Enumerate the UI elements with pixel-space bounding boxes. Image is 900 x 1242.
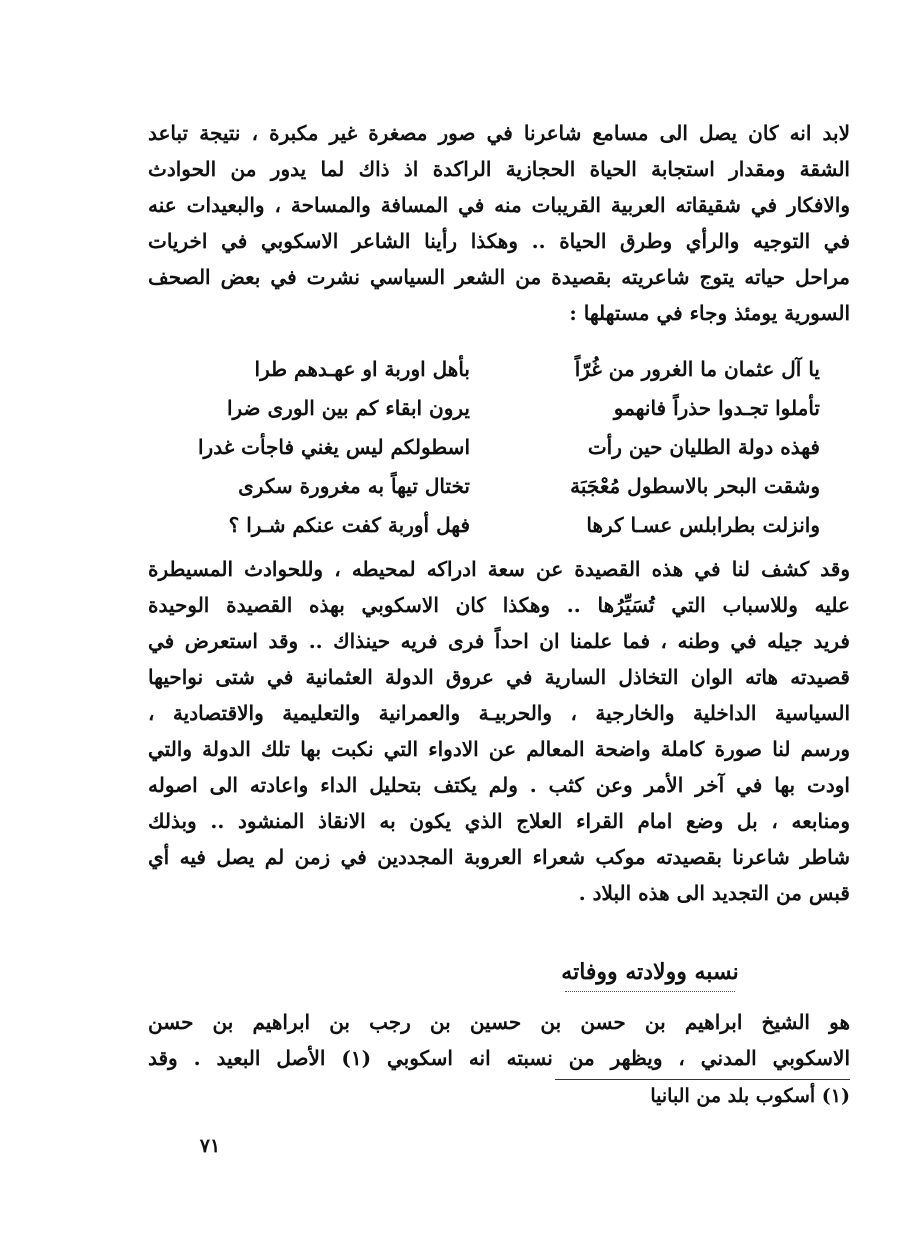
text-line: ومنابعه ، بل وضع امام القراء العلاج الذي يكون به الانقاذ المنشود .. وبذلك — [148, 809, 850, 833]
poem-verse — [170, 350, 820, 389]
text-line: السورية يومئذ وجاء في مستهلها : — [569, 301, 850, 325]
poem-block — [170, 350, 820, 545]
poem-second-hemistich: يرون ابقاء كم بين الورى ضرا — [226, 396, 470, 420]
text-line: عليه وللاسباب التي تُسَيِّرُها .. وهكذا كان الاسكوبي بهذه القصيدة الوحيدة — [148, 593, 850, 617]
text-line: قبس من التجديد الى هذه البلاد . — [578, 881, 850, 905]
poem-verse — [170, 428, 820, 467]
text-line: شاطر شاعرنا بقصيدته موكب شعراء العروبة المجددين في زمن لم يصل فيه أي — [148, 845, 850, 869]
poem-first-hemistich: فهذه دولة الطليان حين رأت — [587, 435, 820, 459]
text-line: قصيدته هاته الوان التخاذل السارية في عروق الدولة العثمانية في شتى نواحيها — [148, 665, 850, 689]
heading-divider — [565, 991, 735, 992]
text-line: هو الشيخ ابراهيم بن حسن بن حسين بن رجب بن ابراهيم بن حسن — [148, 1010, 850, 1034]
poem-first-hemistich: يا آل عثمان ما الغرور من غُرّاً — [574, 357, 820, 381]
poem-second-hemistich: تختال تيهاً به مغرورة سكرى — [238, 474, 470, 498]
text-line: الاسكوبي المدني ، ويظهر من نسبته انه اسكوبي (١) الأصل البعيد . وقد — [148, 1046, 850, 1070]
poem-verse — [170, 467, 820, 506]
poem-first-hemistich: تأملوا تجـدوا حذراً فانهمو — [613, 396, 820, 420]
footnote: (١) أسكوب بلد من البانيا — [650, 1085, 850, 1107]
text-line: وقد كشف لنا في هذه القصيدة عن سعة ادراكه لمحيطه ، وللحوادث المسيطرة — [148, 557, 850, 581]
poem-second-hemistich: بأهل اوربة او عهـدهم طرا — [254, 357, 470, 381]
text-line: والافكار في شقيقاته العربية القريبات منه في المسافة والمساحة ، والبعيدات عنه — [148, 193, 850, 217]
text-line: السياسية الداخلية والخارجية ، والحربيـة والعمرانية والتعليمية والاقتصادية ، — [148, 701, 850, 725]
poem-second-hemistich: فهل أوربة كفت عنكم شـرا ؟ — [228, 513, 470, 537]
text-line: ورسم لنا صورة كاملة واضحة المعالم عن الادواء التي نكبت بها تلك الدولة والتي — [148, 737, 850, 761]
analysis-paragraph — [148, 551, 850, 911]
poem-first-hemistich: وشقت البحر بالاسطول مُعْجَبَة — [570, 474, 820, 498]
poem-verse — [170, 506, 820, 545]
page-number: ٧١ — [199, 1135, 221, 1157]
text-line: فريد جيله في وطنه ، فما علمنا ان احداً فرى فريه حينذاك .. وقد استعرض في — [148, 629, 850, 653]
biography-paragraph — [148, 1004, 850, 1076]
text-line: الشقة ومقدار استجابة الحياة الحجازية الراكدة اذ ذاك لما يدور من الحوادث — [148, 157, 850, 181]
section-heading: نسبه وولادته ووفاته — [561, 959, 739, 985]
poem-verse — [170, 389, 820, 428]
intro-paragraph — [148, 115, 850, 331]
text-line: في التوجيه والرأي وطرق الحياة .. وهكذا رأينا الشاعر الاسكوبي في اخريات — [148, 229, 850, 253]
text-line: اودت بها في آخر الأمر وعن كثب . ولم يكتف بتحليل الداء واعادته الى اصوله — [148, 773, 850, 797]
text-line: لابد انه كان يصل الى مسامع شاعرنا في صور مصغرة غير مكبرة ، نتيجة تباعد — [148, 121, 850, 145]
text-line: مراحل حياته يتوج شاعريته بقصيدة من الشعر السياسي نشرت في بعض الصحف — [148, 265, 850, 289]
poem-second-hemistich: اسطولكم ليس يغني فاجأت غدرا — [197, 435, 470, 459]
poem-first-hemistich: وانزلت بطرابلس عسـا كرها — [586, 513, 820, 537]
